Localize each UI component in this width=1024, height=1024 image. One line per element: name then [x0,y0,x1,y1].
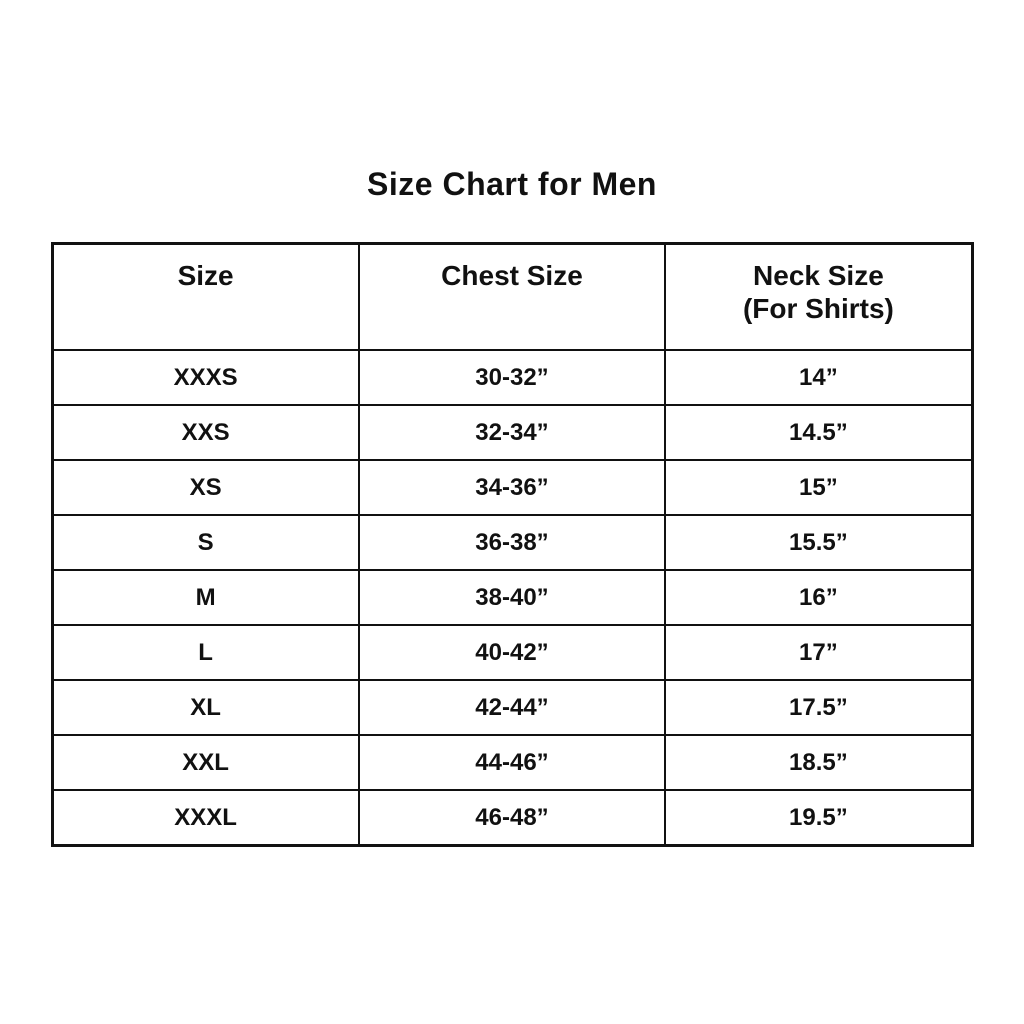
chest-cell: 36-38” [359,515,666,570]
column-header-neck-size [665,244,972,351]
size-cell: M [52,570,359,625]
neck-cell: 17” [665,625,972,680]
chest-cell: 42-44” [359,680,666,735]
size-cell: XXL [52,735,359,790]
neck-cell: 18.5” [665,735,972,790]
table-row [52,405,972,460]
neck-cell: 16” [665,570,972,625]
neck-size-sublabel: (For Shirts) [742,293,894,324]
neck-size-label: Neck Size [753,260,884,291]
table-row [52,680,972,735]
column-header-size: Size [52,244,359,351]
chest-cell: 30-32” [359,350,666,405]
table-header [52,244,972,351]
neck-cell: 19.5” [665,790,972,846]
size-cell: XS [52,460,359,515]
neck-cell: 15.5” [665,515,972,570]
size-cell: XXXL [52,790,359,846]
neck-cell: 15” [665,460,972,515]
table-body [52,350,972,846]
neck-cell: 14.5” [665,405,972,460]
table-row [52,460,972,515]
neck-cell: 17.5” [665,680,972,735]
size-cell: S [52,515,359,570]
header-row [52,244,972,351]
size-cell: XL [52,680,359,735]
table-row [52,790,972,846]
chest-cell: 40-42” [359,625,666,680]
size-cell: XXS [52,405,359,460]
page-title: Size Chart for Men [367,166,657,202]
column-header-chest-size: Chest Size [359,244,666,351]
table-row [52,735,972,790]
chest-cell: 38-40” [359,570,666,625]
size-cell: XXXS [52,350,359,405]
table-row [52,570,972,625]
chest-cell: 32-34” [359,405,666,460]
table-row [52,350,972,405]
neck-cell: 14” [665,350,972,405]
size-cell: L [52,625,359,680]
chest-cell: 46-48” [359,790,666,846]
chest-cell: 44-46” [359,735,666,790]
table-row [52,515,972,570]
chest-cell: 34-36” [359,460,666,515]
size-chart-table [51,242,974,847]
table-row [52,625,972,680]
